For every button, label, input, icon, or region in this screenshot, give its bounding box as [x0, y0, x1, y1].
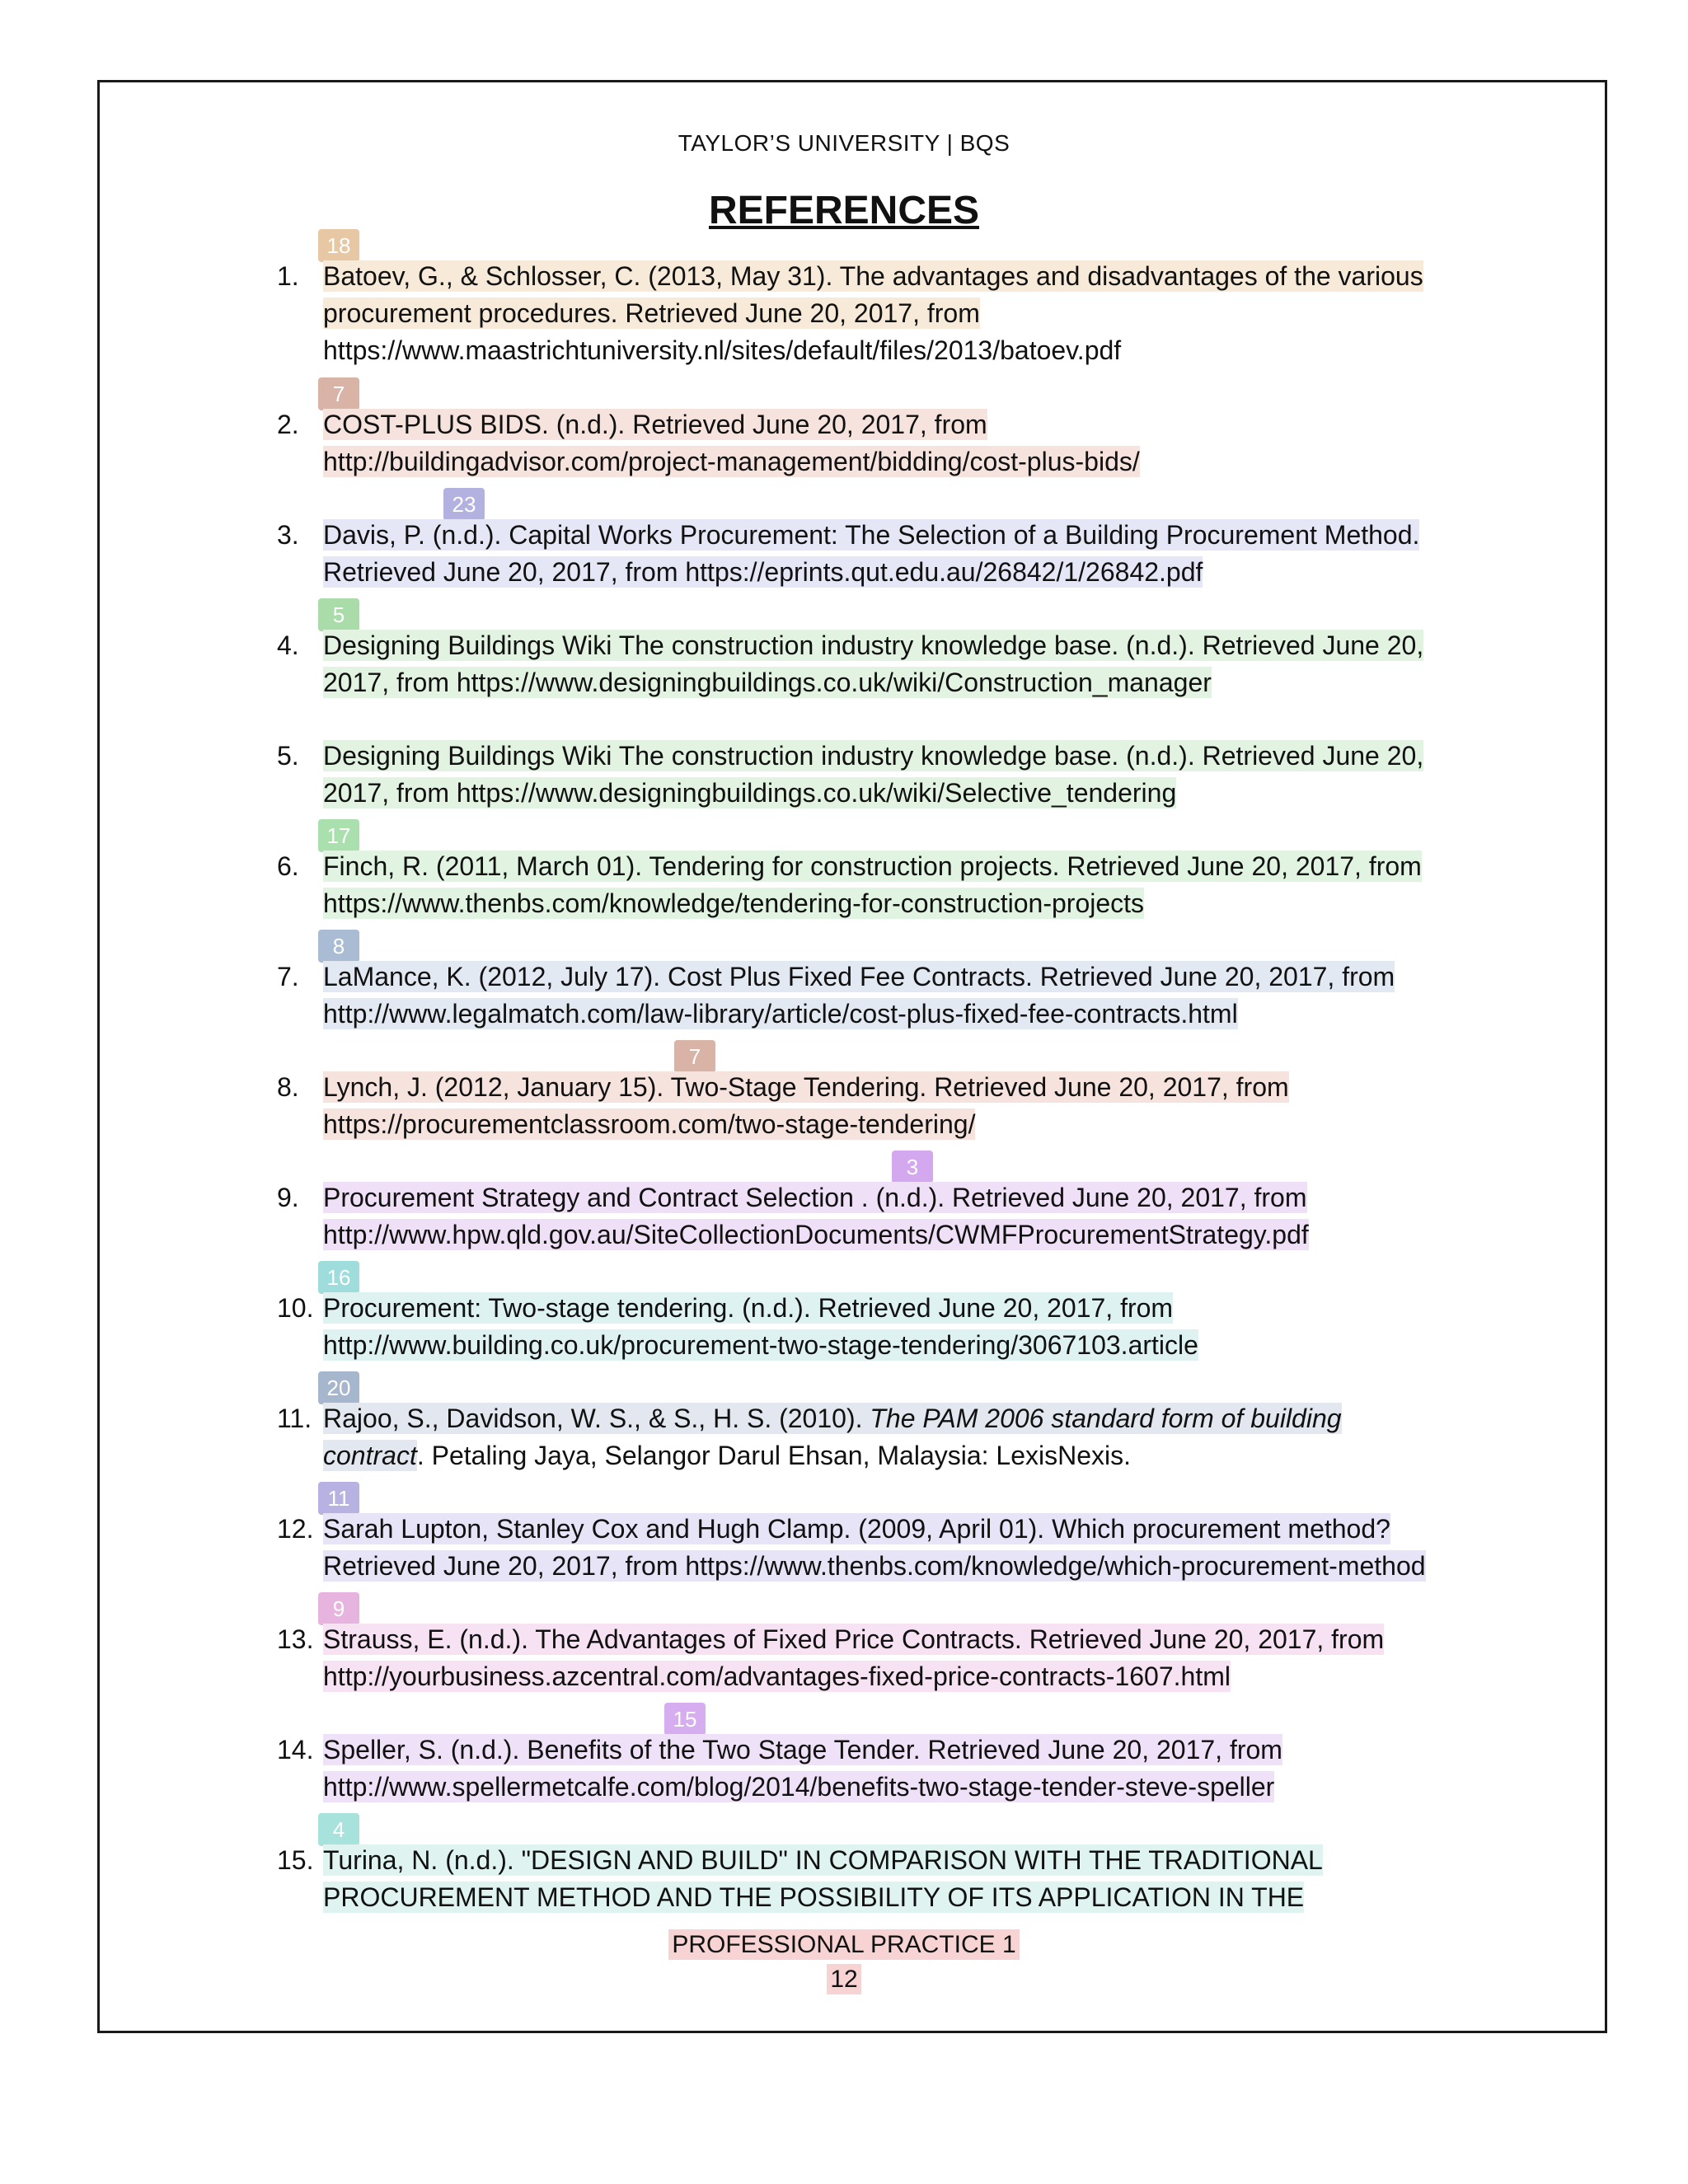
- annotation-tag: 16: [318, 1261, 359, 1294]
- reference-url[interactable]: http://www.building.co.uk/procurement-two-stage-tendering/3067103.article: [323, 1330, 1198, 1360]
- reference-number: 12.: [277, 1514, 314, 1544]
- reference-number: 2.: [277, 410, 299, 439]
- reference-number: 11.: [277, 1404, 312, 1433]
- annotation-tag: 17: [318, 819, 359, 852]
- reference-number: 8.: [277, 1072, 299, 1102]
- page-title: REFERENCES: [708, 189, 980, 232]
- reference-number: 15.: [277, 1845, 314, 1875]
- reference-number: 3.: [277, 520, 299, 550]
- reference-url[interactable]: http://www.spellermetcalfe.com/blog/2014/benefits-two-stage-tender-steve-speller: [323, 1772, 1275, 1802]
- reference-url[interactable]: http://www.hpw.qld.gov.au/SiteCollectionDocuments/CWMFProcurementStrategy.pdf: [323, 1220, 1309, 1249]
- reference-number: 5.: [277, 741, 299, 771]
- annotation-tag: 7: [318, 377, 359, 410]
- reference-text: Turina, N. (n.d.). "DESIGN AND BUILD" IN COMPARISON WITH THE TRADITIONAL: [323, 1845, 1323, 1875]
- reference-text: Procurement Strategy and Contract Selection . (n.d.). Retrieved June 20, 2017, from: [323, 1183, 1307, 1212]
- annotation-tag: 20: [318, 1371, 359, 1404]
- reference-text: Davis, P. (n.d.). Capital Works Procurement: The Selection of a Building Procurement Method.: [323, 520, 1420, 550]
- reference-url[interactable]: https://www.thenbs.com/knowledge/tendering-for-construction-projects: [323, 888, 1145, 918]
- reference-text: Procurement: Two-stage tendering. (n.d.). Retrieved June 20, 2017, from: [323, 1293, 1174, 1323]
- reference-text: Batoev, G., & Schlosser, C. (2013, May 31). The advantages and disadvantages of the various: [323, 261, 1423, 291]
- reference-text: Speller, S. (n.d.). Benefits of the Two Stage Tender. Retrieved June 20, 2017, from: [323, 1735, 1282, 1765]
- reference-text: . Petaling Jaya, Selangor Darul Ehsan, Malaysia: LexisNexis.: [416, 1441, 1132, 1470]
- annotation-tag: 15: [664, 1703, 706, 1736]
- footer-page-number: [0, 1966, 1688, 1994]
- book-title: contract: [323, 1441, 417, 1470]
- annotation-tag: 11: [318, 1482, 359, 1515]
- reference-text: Retrieved June 20, 2017, from https://eprints.qut.edu.au/26842/1/26842.pdf: [323, 557, 1203, 587]
- reference-url[interactable]: http://yourbusiness.azcentral.com/advantages-fixed-price-contracts-1607.html: [323, 1661, 1231, 1691]
- reference-text: LaMance, K. (2012, July 17). Cost Plus Fixed Fee Contracts. Retrieved June 20, 2017, from: [323, 962, 1395, 991]
- annotation-tag: 5: [318, 598, 359, 631]
- reference-url[interactable]: https://procurementclassroom.com/two-stage-tendering/: [323, 1109, 976, 1139]
- reference-text: Designing Buildings Wiki The construction industry knowledge base. (n.d.). Retrieved June 20,: [323, 741, 1424, 771]
- reference-url[interactable]: http://buildingadvisor.com/project-management/bidding/cost-plus-bids/: [323, 447, 1140, 476]
- reference-text: PROCUREMENT METHOD AND THE POSSIBILITY OF ITS APPLICATION IN THE: [323, 1882, 1305, 1912]
- footer-course: [0, 1931, 1688, 1959]
- footer-course-text: PROFESSIONAL PRACTICE 1: [668, 1929, 1019, 1960]
- reference-text: Retrieved June 20, 2017, from https://www.thenbs.com/knowledge/which-procurement-method: [323, 1551, 1426, 1581]
- reference-number: 1.: [277, 261, 299, 291]
- reference-text: Sarah Lupton, Stanley Cox and Hugh Clamp. (2009, April 01). Which procurement method?: [323, 1514, 1390, 1544]
- page-number: 12: [827, 1964, 860, 1994]
- reference-url[interactable]: http://www.legalmatch.com/law-library/article/cost-plus-fixed-fee-contracts.html: [323, 999, 1238, 1029]
- reference-text: Lynch, J. (2012, January 15). Two-Stage Tendering. Retrieved June 20, 2017, from: [323, 1072, 1289, 1102]
- reference-url[interactable]: https://www.maastrichtuniversity.nl/sites/default/files/2013/batoev.pdf: [323, 335, 1122, 365]
- reference-number: 4.: [277, 630, 299, 660]
- page-header: TAYLOR’S UNIVERSITY | BQS: [678, 130, 1010, 156]
- reference-number: 9.: [277, 1183, 299, 1212]
- reference-number: 14.: [277, 1735, 314, 1765]
- reference-text: Rajoo, S., Davidson, W. S., & S., H. S. (2010).: [323, 1404, 870, 1433]
- annotation-tag: 4: [318, 1813, 359, 1846]
- reference-number: 7.: [277, 962, 299, 991]
- reference-number: 6.: [277, 851, 299, 881]
- annotation-tag: 23: [443, 488, 485, 521]
- reference-text: Finch, R. (2011, March 01). Tendering for construction projects. Retrieved June 20, 2017, from: [323, 851, 1422, 881]
- reference-text: COST-PLUS BIDS. (n.d.). Retrieved June 20, 2017, from: [323, 410, 987, 439]
- reference-text: 2017, from https://www.designingbuildings.co.uk/wiki/Construction_manager: [323, 668, 1212, 697]
- reference-text: Strauss, E. (n.d.). The Advantages of Fixed Price Contracts. Retrieved June 20, 2017, from: [323, 1624, 1385, 1654]
- reference-text: 2017, from https://www.designingbuildings.co.uk/wiki/Selective_tendering: [323, 778, 1177, 808]
- annotation-tag: 9: [318, 1592, 359, 1625]
- annotation-tag: 3: [892, 1151, 933, 1183]
- annotation-tag: 7: [674, 1040, 715, 1073]
- reference-number: 13.: [277, 1624, 314, 1654]
- annotation-tag: 8: [318, 930, 359, 963]
- reference-text: procurement procedures. Retrieved June 20, 2017, from: [323, 298, 980, 328]
- reference-text: Designing Buildings Wiki The construction industry knowledge base. (n.d.). Retrieved June 20,: [323, 630, 1424, 660]
- annotation-tag: 18: [318, 229, 359, 262]
- book-title: The PAM 2006 standard form of building: [870, 1404, 1342, 1433]
- reference-number: 10.: [277, 1293, 314, 1323]
